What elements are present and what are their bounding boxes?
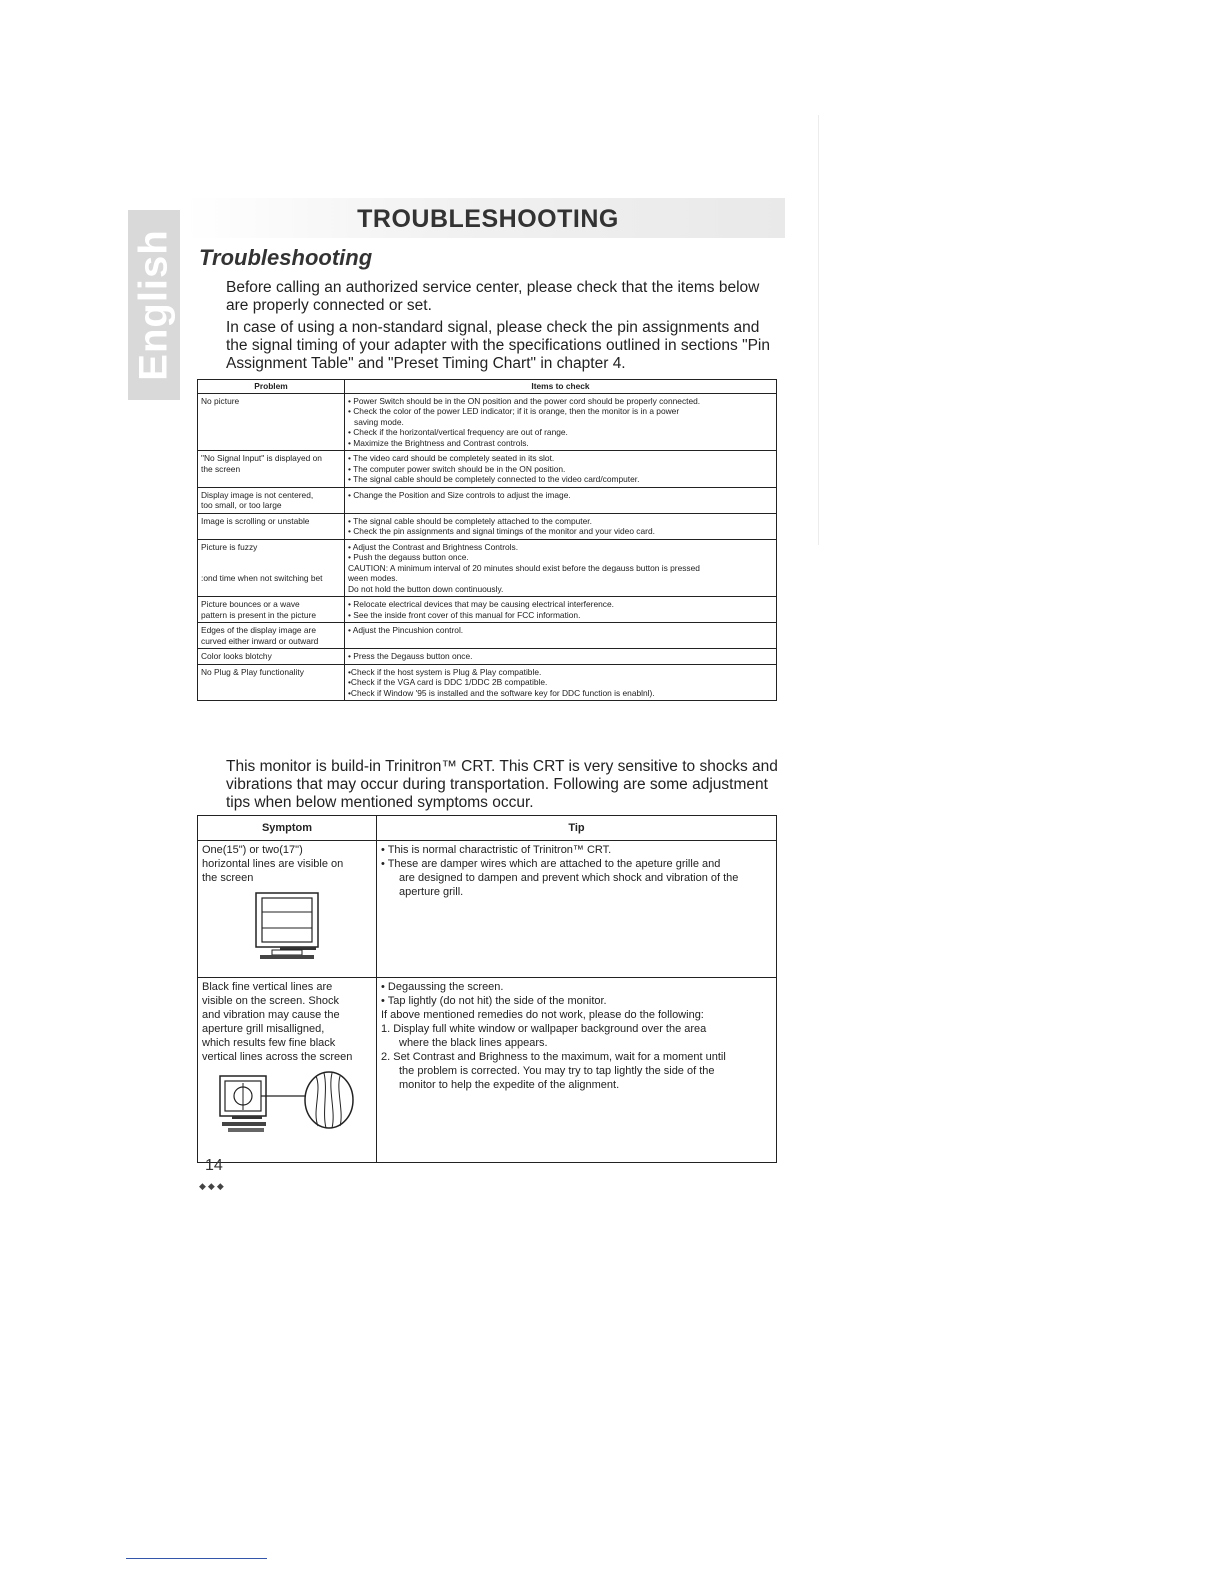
symptom-table bbox=[197, 815, 777, 1163]
check-item-line: • Check the pin assignments and signal timings of the monitor and your video card. bbox=[348, 526, 655, 536]
problem-row bbox=[198, 513, 777, 539]
symptom-text-line: and vibration may cause the bbox=[202, 1009, 340, 1021]
column-header-problem: Problem bbox=[198, 380, 345, 394]
problem-text-line bbox=[201, 563, 341, 574]
section-title: Troubleshooting bbox=[199, 245, 373, 270]
problem-text-line: Image is scrolling or unstable bbox=[201, 515, 310, 526]
tip-text-line: • This is normal charactristic of Trinitron™ CRT. bbox=[381, 844, 612, 856]
problem-table-header-row bbox=[198, 380, 777, 394]
symptom-text-line: vertical lines across the screen bbox=[202, 1051, 353, 1063]
symptom-cell bbox=[198, 841, 377, 978]
symptom-row bbox=[198, 841, 777, 978]
page-ornament: ◆◆◆ bbox=[199, 1181, 226, 1191]
language-tab bbox=[128, 210, 180, 400]
symptom-text-line: which results few fine black bbox=[202, 1037, 336, 1049]
problem-text-line: Color looks blotchy bbox=[201, 651, 272, 661]
column-header-items: Items to check bbox=[345, 380, 777, 394]
symptom-row bbox=[198, 978, 777, 1163]
tip-text-line: are designed to dampen and prevent which shock and vibration of the bbox=[399, 872, 739, 884]
items-cell bbox=[345, 513, 777, 539]
check-item-line: •Check if the host system is Plug & Play compatible. bbox=[348, 666, 542, 677]
tip-text-line: monitor to help the expedite of the alignment. bbox=[399, 1079, 620, 1091]
problem-text-line: the screen bbox=[201, 463, 241, 474]
crt-monitor-horizontal-lines-icon bbox=[248, 891, 326, 963]
problem-row bbox=[198, 664, 777, 701]
check-item-line: • The computer power switch should be in the ON position. bbox=[348, 463, 566, 474]
items-cell bbox=[345, 623, 777, 649]
problem-text-line: Picture is fuzzy bbox=[201, 541, 258, 552]
symptom-text-line: the screen bbox=[202, 872, 254, 884]
problem-cell bbox=[198, 539, 345, 597]
check-item-line: • The video card should be completely seated in its slot. bbox=[348, 453, 555, 463]
page-title: TROUBLESHOOTING bbox=[357, 205, 619, 233]
items-cell bbox=[345, 539, 777, 597]
symptom-text-line: One(15") or two(17") bbox=[202, 844, 303, 856]
problem-text-line: pattern is present in the picture bbox=[201, 609, 316, 620]
tip-text-line: If above mentioned remedies do not work, please do the following: bbox=[381, 1009, 704, 1021]
problem-text-line: :ond time when not switching bet bbox=[201, 573, 323, 583]
problem-text-line: "No Signal Input" is displayed on bbox=[201, 453, 322, 463]
symptom-text-line: visible on the screen. Shock bbox=[202, 995, 339, 1007]
problem-table bbox=[197, 379, 777, 701]
check-item-line: ween modes. bbox=[348, 573, 398, 583]
check-item-line: CAUTION: A minimum interval of 20 minutes should exist before the degauss button is pressed bbox=[348, 562, 700, 573]
intro-paragraph-2: In case of using a non-standard signal, please check the pin assignments and the signal timing of your adapter with the specifications outlined in sections "Pin Assignment Table" and "Preset Timing Chart" in chapter 4. bbox=[226, 319, 770, 372]
problem-cell bbox=[198, 393, 345, 451]
problem-table-body bbox=[198, 393, 777, 701]
check-item-line: • Change the Position and Size controls to adjust the image. bbox=[348, 489, 571, 500]
check-item-line: Do not hold the button down continuously. bbox=[348, 583, 504, 594]
check-item-line: • Relocate electrical devices that may be causing electrical interference. bbox=[348, 599, 614, 609]
problem-text-line bbox=[201, 552, 341, 563]
check-item-line: • Press the Degauss button once. bbox=[348, 651, 473, 661]
tip-text-line: • These are damper wires which are attached to the apeture grille and bbox=[381, 858, 721, 870]
check-item-line: • Adjust the Pincushion control. bbox=[348, 625, 464, 635]
column-header-tip: Tip bbox=[377, 816, 777, 841]
problem-text-line: curved either inward or outward bbox=[201, 635, 319, 646]
problem-row bbox=[198, 597, 777, 623]
problem-cell bbox=[198, 487, 345, 513]
tip-cell bbox=[377, 978, 777, 1163]
problem-cell bbox=[198, 513, 345, 539]
column-header-symptom: Symptom bbox=[198, 816, 377, 841]
symptom-text-line: horizontal lines are visible on bbox=[202, 858, 344, 870]
check-item-line: saving mode. bbox=[354, 416, 404, 427]
problem-text-line: Edges of the display image are bbox=[201, 625, 316, 635]
check-item-line: • Power Switch should be in the ON position and the power cord should be properly connected. bbox=[348, 395, 701, 406]
problem-text-line: No Plug & Play functionality bbox=[201, 666, 304, 677]
problem-cell bbox=[198, 623, 345, 649]
tip-text-line: the problem is corrected. You may try to tap lightly the side of the bbox=[399, 1065, 715, 1077]
check-item-line: • Maximize the Brightness and Contrast controls. bbox=[348, 437, 529, 448]
check-item-line: • Push the degauss button once. bbox=[348, 552, 469, 562]
symptom-cell bbox=[198, 978, 377, 1163]
items-cell bbox=[345, 649, 777, 665]
check-item-line: • See the inside front cover of this manual for FCC information. bbox=[348, 609, 581, 620]
tip-text-line: • Degaussing the screen. bbox=[381, 981, 504, 993]
language-tab-label: English bbox=[131, 229, 176, 381]
tip-text-line: aperture grill. bbox=[399, 886, 464, 898]
check-item-line: •Check if the VGA card is DDC 1/DDC 2B compatible. bbox=[348, 677, 548, 687]
trinitron-note: This monitor is build-in Trinitron™ CRT. This CRT is very sensitive to shocks and vibrations that may occur during transportation. Following are some adjustment tips when below mentioned symptoms occur. bbox=[226, 758, 778, 811]
footer-rule bbox=[126, 1558, 267, 1559]
tip-text-line: 2. Set Contrast and Brighness to the maximum, wait for a moment until bbox=[381, 1051, 726, 1063]
intro-paragraph-1: Before calling an authorized service center, please check that the items below are properly connected or set. bbox=[226, 279, 760, 314]
tip-text-line: where the black lines appears. bbox=[399, 1037, 548, 1049]
items-cell bbox=[345, 664, 777, 701]
symptom-text-line: Black fine vertical lines are bbox=[202, 981, 333, 993]
items-cell bbox=[345, 393, 777, 451]
tip-text-line: 1. Display full white window or wallpaper background over the area bbox=[381, 1023, 707, 1035]
check-item-line: • Check if the horizontal/vertical frequency are out of range. bbox=[348, 427, 568, 437]
items-cell bbox=[345, 487, 777, 513]
problem-cell bbox=[198, 649, 345, 665]
check-item-line: • The signal cable should be completely connected to the video card/computer. bbox=[348, 474, 640, 484]
tip-text-line: • Tap lightly (do not hit) the side of the monitor. bbox=[381, 995, 607, 1007]
tip-cell bbox=[377, 841, 777, 978]
items-cell bbox=[345, 597, 777, 623]
problem-row bbox=[198, 393, 777, 451]
problem-text-line: Display image is not centered, bbox=[201, 489, 314, 500]
problem-cell bbox=[198, 451, 345, 488]
problem-text-line: No picture bbox=[201, 395, 240, 406]
problem-row bbox=[198, 451, 777, 488]
crt-monitor-vertical-lines-icon bbox=[212, 1070, 362, 1140]
symptom-text-line: aperture grill misalligned, bbox=[202, 1023, 325, 1035]
problem-text-line: too small, or too large bbox=[201, 500, 282, 510]
problem-cell bbox=[198, 597, 345, 623]
items-cell bbox=[345, 451, 777, 488]
problem-row bbox=[198, 487, 777, 513]
page-number: 14 bbox=[205, 1157, 223, 1174]
problem-cell bbox=[198, 664, 345, 701]
check-item-line: • Adjust the Contrast and Brightness Controls. bbox=[348, 541, 519, 552]
check-item-line: • Check the color of the power LED indicator; if it is orange, then the monitor is in a power bbox=[348, 406, 680, 416]
check-item-line: •Check if Window '95 is installed and the software key for DDC function is enablnl). bbox=[348, 687, 655, 698]
check-item-line: • The signal cable should be completely attached to the computer. bbox=[348, 515, 592, 526]
problem-row bbox=[198, 539, 777, 597]
problem-text-line: Picture bounces or a wave bbox=[201, 599, 300, 609]
problem-row bbox=[198, 649, 777, 665]
page-edge-rule bbox=[818, 115, 819, 545]
problem-row bbox=[198, 623, 777, 649]
symptom-table-header-row bbox=[198, 816, 777, 841]
